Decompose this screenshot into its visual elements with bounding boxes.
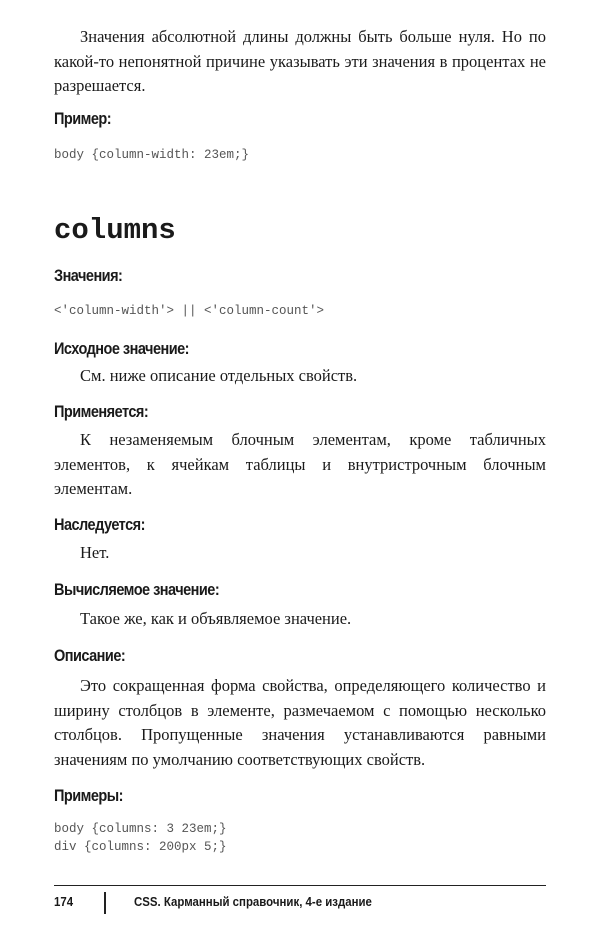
initial-text: См. ниже описание отдельных свойств. [80,366,358,385]
footer-rule [54,885,546,886]
book-title: CSS. Карманный справочник, 4-е издание [134,894,372,909]
values-code: <'column-width'> || <'column-count'> [54,304,325,318]
applies-text: К незаменяемым блочным элементам, кроме табличных элементов, к ячейкам таблицы и внутристрочным блочным элементам. [54,430,546,498]
examples-code-2: div {columns: 200px 5;} [54,840,227,854]
initial-heading: Исходное значение: [54,340,189,358]
computed-heading: Вычисляемое значение: [54,581,220,599]
applies-heading: Применяется: [54,403,149,421]
inherited-text: Нет. [80,543,110,562]
examples-code-1: body {columns: 3 23em;} [54,822,227,836]
property-title: columns [54,214,176,247]
intro-paragraph: Значения абсолютной длины должны быть больше нуля. Но по какой-то непонятной причине указывать эти значения в процентах не разрешается. [54,27,546,95]
description-heading: Описание: [54,647,126,665]
examples-heading: Примеры: [54,787,123,805]
footer-separator [104,892,106,914]
computed-text: Такое же, как и объявляемое значение. [80,609,352,628]
description-text: Это сокращенная форма свойства, определяющего количество и ширину столбцов в элементе, размечаемом с помощью несколько столбцов. Пропущенные значения устанавливаются равными значениям по умолчанию соответствующих свойств. [54,676,546,769]
page-number: 174 [54,894,74,909]
example-heading: Пример: [54,110,112,128]
inherited-heading: Наследуется: [54,516,145,534]
example-code: body {column-width: 23em;} [54,148,250,162]
values-heading: Значения: [54,267,123,285]
